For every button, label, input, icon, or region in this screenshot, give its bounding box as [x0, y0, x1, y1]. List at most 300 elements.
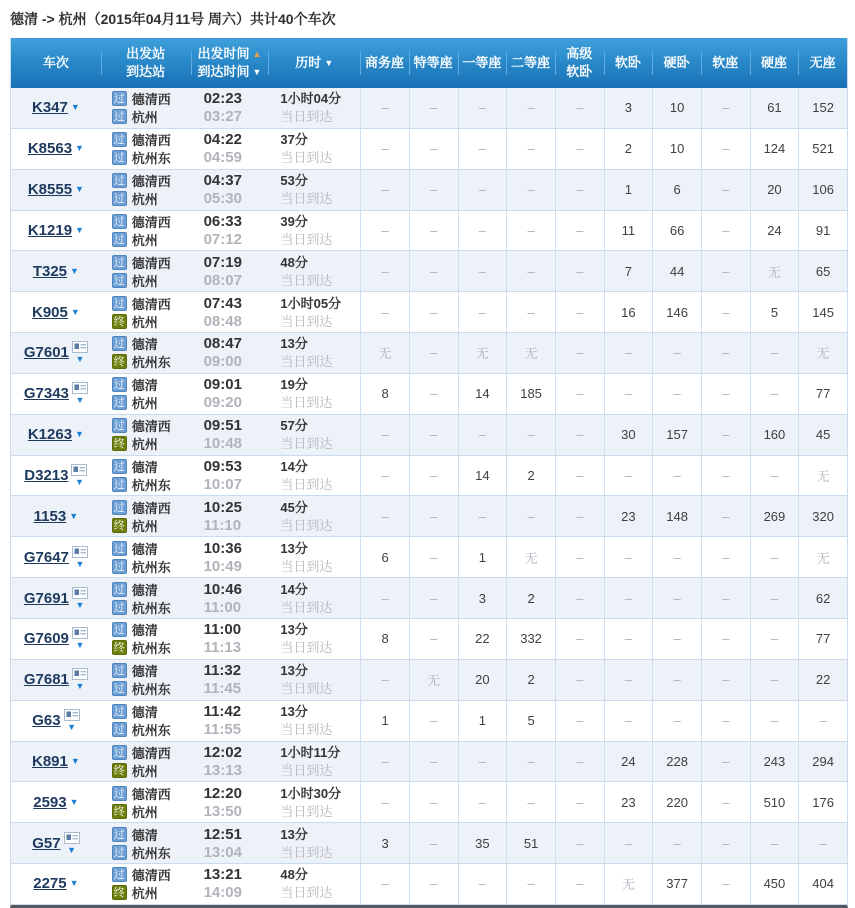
train-number-link[interactable]: G7647: [23, 548, 69, 566]
seat-availability-value: 243: [763, 753, 786, 769]
times-cell: [191, 374, 269, 414]
departure-station-type-icon: 过: [113, 420, 125, 433]
train-number-link[interactable]: K905: [32, 303, 68, 321]
duration-cell: [268, 496, 360, 536]
seat-availability-cell: [604, 496, 653, 536]
times-cell: [191, 619, 269, 659]
seat-availability-value: –: [770, 549, 779, 565]
seat-availability-value: –: [478, 427, 487, 443]
seat-availability-cell: [798, 415, 847, 455]
duration: 39分: [280, 213, 308, 229]
column-header-sort[interactable]: [268, 38, 360, 88]
arrival-day: 当日到达: [280, 803, 333, 819]
seat-availability-value: –: [770, 631, 779, 647]
seat-availability-value: –: [430, 304, 438, 320]
seat-availability-cell: [409, 782, 458, 822]
duration: 53分: [280, 173, 308, 189]
seat-availability-value: 45: [815, 427, 831, 443]
departure-time: 12:02: [203, 743, 242, 761]
seat-availability-value: –: [624, 631, 633, 647]
seat-availability-cell: [701, 823, 750, 863]
arrival-station: 杭州: [131, 437, 158, 453]
departure-station: 德清: [131, 337, 158, 353]
departure-station-type-icon: 过: [113, 583, 125, 596]
seat-availability-cell: [555, 251, 604, 291]
seat-availability-value: –: [576, 263, 584, 279]
seat-availability-cell: [750, 537, 799, 577]
arrival-station-type-icon: 过: [113, 560, 125, 573]
table-row: [11, 333, 847, 374]
times-cell: [191, 578, 269, 618]
departure-station-type-icon: 过: [113, 501, 125, 514]
seat-availability-value: –: [576, 100, 584, 116]
arrival-station-type-icon: 终: [113, 805, 125, 818]
arrival-day: 当日到达: [280, 272, 333, 288]
seat-availability-cell: [555, 88, 604, 128]
times-cell: [191, 129, 269, 169]
seat-availability-cell: [360, 129, 409, 169]
seat-availability-cell: [652, 211, 701, 251]
seat-availability-value: 61: [767, 100, 782, 116]
seat-availability-value: –: [527, 427, 535, 443]
table-row: [11, 129, 847, 170]
seat-availability-cell: [652, 496, 701, 536]
train-number-link[interactable]: K8555: [27, 181, 73, 199]
expand-arrow-icon[interactable]: ▼: [67, 844, 77, 855]
duration-cell: [268, 211, 360, 251]
column-header: [701, 38, 750, 88]
seat-availability-cell: [652, 782, 701, 822]
train-number-link[interactable]: K1219: [27, 221, 73, 239]
train-side-controls: [71, 308, 80, 317]
seat-availability-value: 6: [673, 182, 681, 198]
seat-availability-value: 2: [624, 141, 633, 157]
seat-availability-cell: [750, 864, 799, 904]
seat-availability-cell: [506, 333, 555, 373]
seat-availability-cell: [360, 374, 409, 414]
arrival-time: 08:07: [203, 271, 242, 289]
seat-availability-value: 65: [815, 263, 831, 279]
column-header: [750, 38, 799, 88]
seat-availability-cell: [555, 823, 604, 863]
expand-arrow-icon[interactable]: ▼: [67, 722, 77, 733]
seat-availability-cell: [360, 333, 409, 373]
duration-cell: [268, 578, 360, 618]
seat-availability-value: 20: [767, 182, 782, 198]
seat-availability-cell: [458, 170, 507, 210]
seat-availability-value: –: [576, 386, 584, 402]
seat-availability-value: 1: [478, 549, 487, 565]
seat-availability-cell: [360, 88, 409, 128]
seat-availability-value: 5: [770, 304, 779, 320]
expand-arrow-icon[interactable]: ▼: [75, 681, 85, 692]
seat-availability-value: –: [624, 590, 633, 606]
column-header-label: 商务座: [364, 55, 404, 70]
table-row: [11, 782, 847, 823]
departure-station: 德清: [131, 460, 158, 476]
seat-availability-cell: [360, 619, 409, 659]
times-cell: [191, 292, 269, 332]
seat-availability-cell: [458, 823, 507, 863]
seat-availability-cell: [555, 170, 604, 210]
stations-cell: [101, 537, 191, 577]
seat-availability-cell: [652, 578, 701, 618]
arrival-station: 杭州: [131, 396, 158, 412]
seat-availability-value: 145: [812, 304, 834, 320]
seat-availability-cell: [458, 374, 507, 414]
train-cell: [11, 333, 101, 373]
departure-station-type-icon: 过: [113, 256, 125, 269]
arrival-station-type-icon: 终: [113, 764, 125, 777]
train-number-link[interactable]: K1263: [27, 426, 73, 444]
arrival-time: 03:27: [203, 108, 242, 126]
times-cell: [191, 823, 269, 863]
seat-availability-cell: [701, 742, 750, 782]
seat-availability-cell: [604, 619, 653, 659]
seat-availability-value: 无: [427, 673, 441, 689]
arrival-day: 当日到达: [280, 762, 333, 778]
arrival-station: 杭州东: [131, 600, 171, 616]
seat-availability-value: 2: [527, 468, 535, 484]
expand-arrow-icon[interactable]: ▼: [75, 477, 84, 488]
duration-cell: [268, 823, 360, 863]
seat-availability-cell: [458, 782, 507, 822]
train-number-link[interactable]: 1153: [33, 507, 67, 525]
seat-availability-cell: [652, 129, 701, 169]
seat-availability-value: –: [722, 835, 730, 851]
arrival-time: 10:48: [203, 435, 242, 453]
expand-arrow-icon[interactable]: ▼: [75, 640, 85, 651]
column-header-label: 高级: [566, 46, 593, 61]
train-number-link[interactable]: G7609: [23, 630, 69, 648]
seat-availability-cell: [506, 374, 555, 414]
train-number-link[interactable]: D3213: [24, 467, 69, 485]
idcard-icon: [72, 546, 88, 558]
duration: 13分: [280, 704, 308, 720]
train-number-link[interactable]: G7691: [23, 589, 69, 607]
arrival-station: 杭州: [131, 518, 158, 534]
seat-availability-cell: [458, 456, 507, 496]
column-header-label: 二等座: [511, 55, 551, 70]
times-cell: [191, 456, 269, 496]
table-row: [11, 537, 847, 578]
seat-availability-value: –: [673, 590, 681, 606]
seat-availability-cell: [750, 701, 799, 741]
train-side-controls: [75, 430, 84, 439]
arrival-station-type-icon: 终: [113, 887, 125, 900]
seat-availability-value: 无: [621, 877, 635, 893]
seat-availability-cell: [360, 742, 409, 782]
expand-arrow-icon[interactable]: ▼: [75, 224, 84, 235]
seat-availability-value: –: [381, 182, 389, 198]
expand-arrow-icon[interactable]: ▼: [75, 558, 85, 569]
seat-availability-value: –: [673, 468, 681, 484]
seat-availability-value: 62: [815, 590, 831, 606]
times-cell: [191, 170, 269, 210]
seat-availability-value: –: [430, 468, 438, 484]
seat-availability-value: –: [576, 304, 584, 320]
stations-cell: [101, 88, 191, 128]
seat-availability-cell: [750, 251, 799, 291]
seat-availability-cell: [750, 374, 799, 414]
duration: 13分: [280, 336, 308, 352]
stations-cell: [101, 292, 191, 332]
seat-availability-value: 148: [666, 508, 688, 524]
arrival-time: 10:07: [203, 476, 242, 494]
arrival-time: 04:59: [203, 149, 242, 167]
arrival-station: 杭州东: [131, 641, 171, 657]
expand-arrow-icon[interactable]: ▼: [69, 796, 79, 807]
arrival-day: 当日到达: [280, 191, 333, 207]
seat-availability-value: –: [430, 794, 438, 810]
train-number-link[interactable]: G57: [32, 834, 61, 852]
seat-availability-cell: [701, 292, 750, 332]
seat-availability-cell: [750, 415, 799, 455]
seat-availability-value: 8: [381, 631, 389, 647]
seat-availability-value: –: [430, 590, 438, 606]
seat-availability-cell: [652, 742, 701, 782]
seat-availability-value: –: [430, 182, 438, 198]
seat-availability-cell: [555, 578, 604, 618]
departure-time: 11:32: [203, 662, 242, 680]
seat-availability-cell: [798, 251, 847, 291]
duration-cell: [268, 415, 360, 455]
seat-availability-value: –: [722, 549, 730, 565]
seat-availability-cell: [798, 170, 847, 210]
expand-arrow-icon[interactable]: ▼: [70, 265, 79, 276]
train-number-link[interactable]: G63: [32, 712, 61, 730]
stations-cell: [101, 211, 191, 251]
seat-availability-cell: [360, 864, 409, 904]
departure-station: 德清: [131, 541, 158, 557]
arrival-time: 11:55: [203, 721, 242, 739]
seat-availability-value: –: [722, 345, 730, 361]
seat-availability-value: 无: [475, 346, 489, 362]
train-number-link[interactable]: K891: [32, 752, 68, 770]
table-header: [11, 38, 847, 88]
seat-availability-cell: [652, 537, 701, 577]
seat-availability-value: –: [722, 713, 730, 729]
seat-availability-cell: [604, 333, 653, 373]
arrival-day: 当日到达: [280, 599, 333, 615]
idcard-icon: [72, 382, 88, 394]
seat-availability-value: –: [770, 590, 779, 606]
stations-cell: [101, 374, 191, 414]
seat-availability-value: 294: [812, 753, 834, 769]
train-number-link[interactable]: K8563: [27, 140, 73, 158]
seat-availability-value: 24: [621, 753, 636, 769]
seat-availability-cell: [604, 782, 653, 822]
seat-availability-cell: [409, 415, 458, 455]
train-number-link[interactable]: G7601: [23, 344, 69, 362]
stations-cell: [101, 170, 191, 210]
expand-arrow-icon[interactable]: ▼: [75, 429, 84, 440]
column-header-sort[interactable]: [191, 38, 269, 88]
sort-arrow-icon: ▼: [324, 58, 334, 68]
expand-arrow-icon[interactable]: ▼: [75, 143, 84, 154]
arrival-time: 11:45: [203, 680, 242, 698]
expand-arrow-icon[interactable]: ▼: [69, 510, 79, 521]
seat-availability-value: –: [478, 508, 487, 524]
seat-availability-value: –: [430, 835, 438, 851]
arrival-time: 14:09: [203, 884, 242, 902]
expand-arrow-icon[interactable]: ▼: [69, 878, 79, 889]
arrival-station-type-icon: 终: [113, 438, 125, 451]
duration-cell: [268, 701, 360, 741]
seat-availability-value: –: [770, 835, 779, 851]
expand-arrow-icon[interactable]: ▼: [70, 306, 80, 317]
seat-availability-cell: [652, 292, 701, 332]
departure-station-type-icon: 过: [113, 215, 125, 228]
seat-availability-cell: [701, 864, 750, 904]
seat-availability-value: 16: [621, 304, 636, 320]
seat-availability-value: 77: [815, 631, 831, 647]
column-header: [652, 38, 701, 88]
arrival-station-type-icon: 过: [113, 724, 125, 737]
column-header-label: 到达站: [126, 64, 166, 79]
departure-station-type-icon: 过: [113, 175, 125, 188]
seat-availability-cell: [750, 782, 799, 822]
departure-time: 10:46: [203, 580, 242, 598]
arrival-day: 当日到达: [280, 436, 333, 452]
stations-cell: [101, 578, 191, 618]
arrival-station: 杭州东: [131, 559, 171, 575]
seat-availability-value: –: [624, 386, 633, 402]
seat-availability-value: 1: [381, 713, 389, 729]
departure-station-type-icon: 过: [113, 461, 125, 474]
table-row: [11, 292, 847, 333]
train-number-link[interactable]: G7681: [23, 671, 69, 689]
seat-availability-cell: [506, 456, 555, 496]
seat-availability-cell: [555, 537, 604, 577]
expand-arrow-icon[interactable]: ▼: [75, 354, 85, 365]
seat-availability-cell: [652, 823, 701, 863]
train-cell: [11, 619, 101, 659]
seat-availability-cell: [360, 170, 409, 210]
seat-availability-cell: [409, 88, 458, 128]
column-header: [360, 38, 409, 88]
expand-arrow-icon[interactable]: ▼: [70, 102, 80, 113]
seat-availability-value: –: [527, 141, 535, 157]
seat-availability-value: –: [478, 222, 487, 238]
train-cell: [11, 537, 101, 577]
seat-availability-value: –: [624, 835, 633, 851]
column-header-label: 出发时间: [197, 46, 250, 61]
departure-station: 德清西: [131, 214, 171, 230]
arrival-station-type-icon: 过: [113, 274, 125, 287]
seat-availability-cell: [555, 333, 604, 373]
seat-availability-value: –: [624, 345, 633, 361]
seat-availability-value: –: [576, 713, 584, 729]
times-cell: [191, 251, 269, 291]
seat-availability-value: 1: [478, 713, 487, 729]
idcard-icon: [71, 464, 87, 476]
seat-availability-value: –: [430, 141, 438, 157]
seat-availability-cell: [750, 496, 799, 536]
seat-availability-cell: [360, 456, 409, 496]
seat-availability-value: –: [576, 141, 584, 157]
column-header-label: 软卧: [566, 64, 593, 79]
seat-availability-cell: [604, 864, 653, 904]
seat-availability-cell: [409, 170, 458, 210]
departure-station-type-icon: 过: [113, 787, 125, 800]
train-number-link[interactable]: 2275: [33, 875, 67, 893]
seat-availability-value: –: [527, 753, 535, 769]
seat-availability-value: 2: [527, 672, 535, 688]
seat-availability-cell: [604, 578, 653, 618]
seat-availability-value: –: [624, 713, 633, 729]
arrival-day: 当日到达: [280, 640, 333, 656]
train-side-controls: [72, 587, 88, 610]
seat-availability-cell: [506, 864, 555, 904]
seat-availability-value: 44: [669, 263, 685, 279]
table-row: [11, 251, 847, 292]
stations-cell: [101, 660, 191, 700]
seat-availability-value: –: [381, 794, 389, 810]
train-number-link[interactable]: K347: [32, 99, 68, 117]
seat-availability-cell: [701, 374, 750, 414]
train-cell: [11, 456, 101, 496]
seat-availability-value: 无: [816, 346, 830, 362]
seat-availability-cell: [458, 251, 507, 291]
seat-availability-value: –: [430, 345, 438, 361]
arrival-day: 当日到达: [280, 109, 333, 125]
train-cell: [11, 742, 101, 782]
table-row: [11, 742, 847, 783]
train-number-link[interactable]: 2593: [33, 793, 67, 811]
train-side-controls: [70, 879, 79, 888]
expand-arrow-icon[interactable]: ▼: [75, 599, 85, 610]
train-cell: [11, 374, 101, 414]
column-header: [458, 38, 507, 88]
seat-availability-value: 77: [815, 386, 831, 402]
table-row: [11, 660, 847, 701]
seat-availability-cell: [506, 742, 555, 782]
train-number-link[interactable]: T325: [32, 262, 68, 280]
arrival-time: 05:30: [203, 190, 242, 208]
seat-availability-value: 91: [815, 222, 831, 238]
seat-availability-value: 7: [624, 263, 633, 279]
duration-cell: [268, 456, 360, 496]
table-row: [11, 701, 847, 742]
arrival-day: 当日到达: [280, 313, 333, 329]
seat-availability-value: 320: [812, 508, 834, 524]
seat-availability-value: 404: [812, 876, 834, 892]
arrival-station-type-icon: 终: [113, 315, 125, 328]
departure-station: 德清西: [131, 786, 171, 802]
expand-arrow-icon[interactable]: ▼: [75, 395, 85, 406]
seat-availability-cell: [604, 537, 653, 577]
arrival-station-type-icon: 过: [113, 397, 125, 410]
arrival-station: 杭州: [131, 110, 158, 126]
expand-arrow-icon[interactable]: ▼: [75, 184, 84, 195]
departure-station-type-icon: 过: [113, 93, 125, 106]
train-number-link[interactable]: G7343: [23, 385, 69, 403]
duration-cell: [268, 292, 360, 332]
arrival-day: 当日到达: [280, 681, 333, 697]
arrival-station: 杭州: [131, 886, 158, 902]
arrival-station-type-icon: 过: [113, 683, 125, 696]
seat-availability-value: –: [624, 549, 633, 565]
train-side-controls: [72, 546, 88, 569]
arrival-day: 当日到达: [280, 844, 333, 860]
seat-availability-cell: [604, 211, 653, 251]
expand-arrow-icon[interactable]: ▼: [70, 755, 80, 766]
seat-availability-cell: [506, 823, 555, 863]
seat-availability-cell: [604, 660, 653, 700]
table-row: [11, 496, 847, 537]
departure-time: 09:53: [203, 458, 242, 476]
